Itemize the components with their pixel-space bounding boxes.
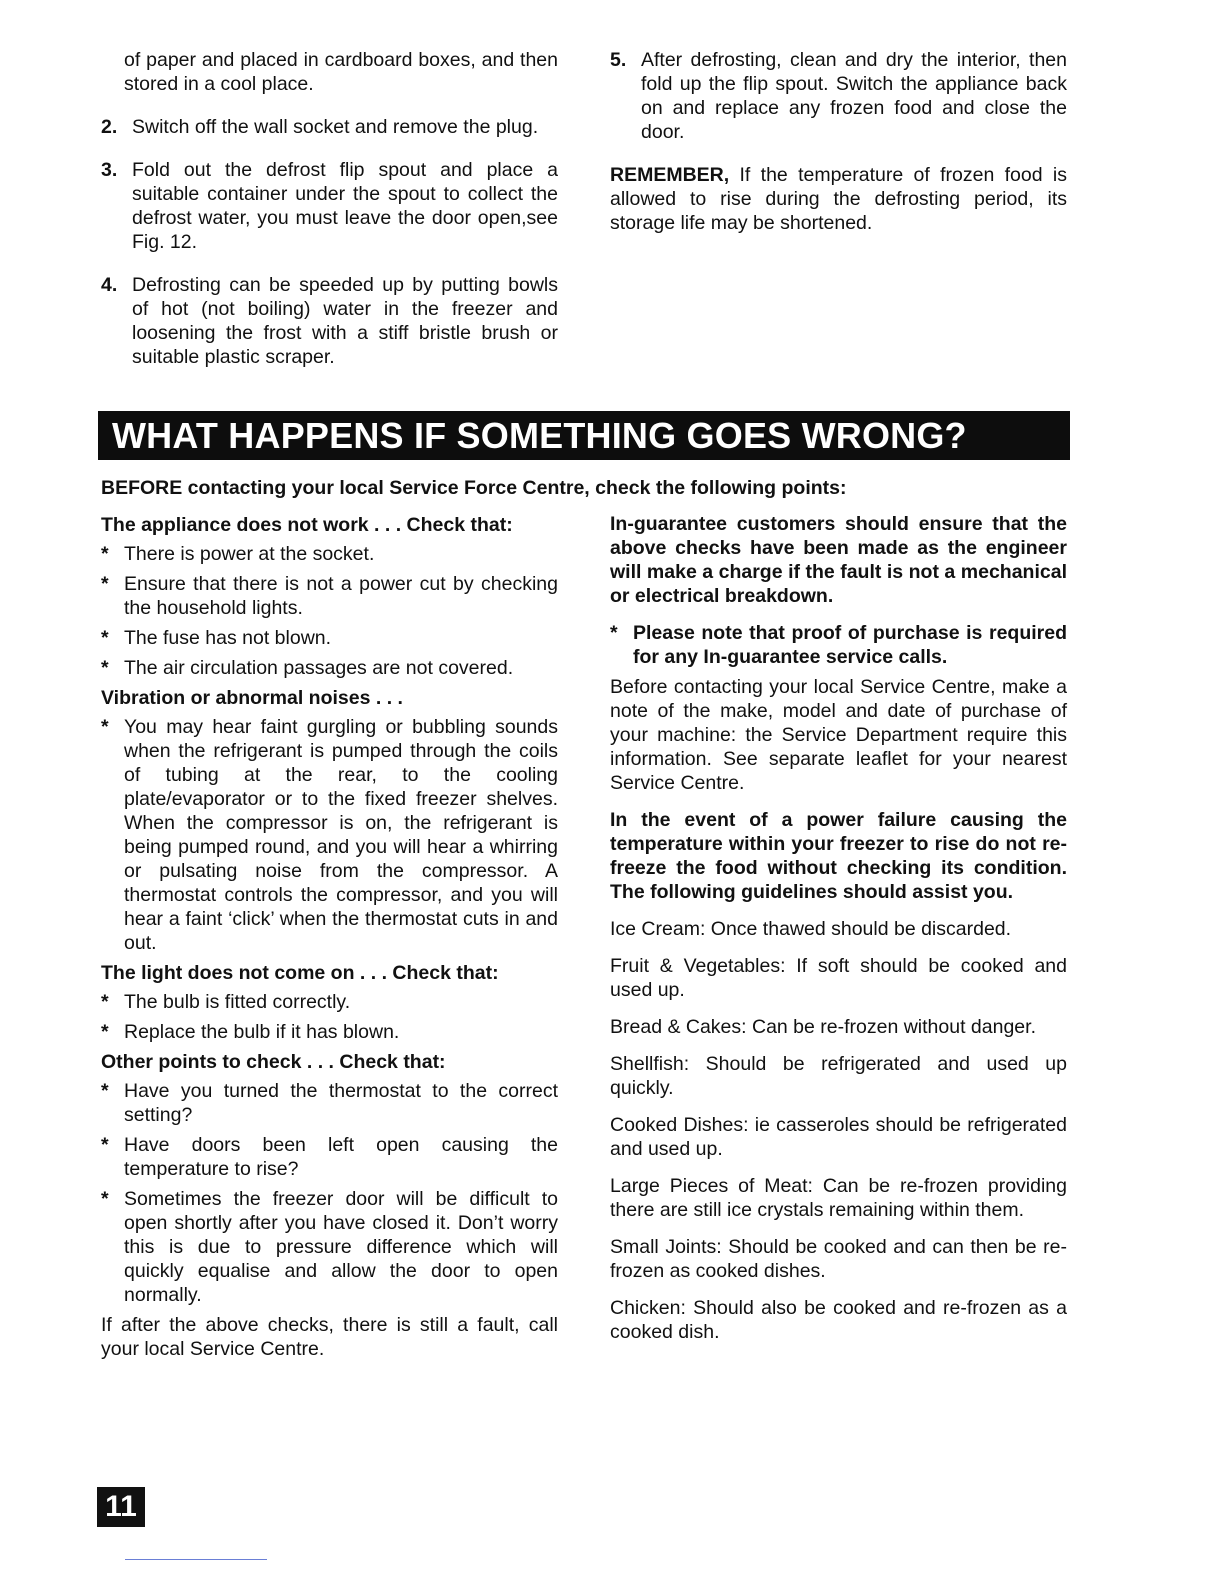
list-item: * Please note that proof of purchase is required for any In-guarantee service calls. [610,622,1067,668]
subheading-not-work: The appliance does not work . . . Check that: [101,514,513,536]
step-text: Fold out the defrost flip spout and place a suitable container under the spout to collect the defrost water, you must leave the door open,see Fig. 12. [132,159,558,253]
subheading-vibration: Vibration or abnormal noises . . . [101,687,403,709]
guideline-item: Chicken: Should also be cooked and re-frozen as a cooked dish. [610,1297,1067,1343]
list-item: * The bulb is fitted correctly. [101,991,351,1013]
step-number: 2. [101,116,118,138]
remember-label: REMEMBER, [610,164,730,186]
footer-divider [125,1559,267,1560]
intro-text: BEFORE contacting your local Service Force Centre, check the following points: [101,477,847,499]
bullet: * [101,716,109,738]
list-item: * The fuse has not blown. [101,627,332,649]
bullet: * [610,622,618,644]
step-number: 5. [610,49,627,71]
step-4 [101,273,558,369]
bullet: * [101,1021,109,1043]
list-item: * Have doors been left open causing the temperature to rise? [101,1134,558,1180]
bullet: * [101,1080,109,1102]
guideline-item: Bread & Cakes: Can be re-frozen without danger. [610,1016,1036,1038]
list-proof [610,621,1067,669]
bullet: * [101,543,109,565]
bullet: * [101,657,109,679]
page-number: 11 [97,1487,145,1527]
subheading-other: Other points to check . . . Check that: [101,1051,446,1073]
closing-text: If after the above checks, there is still a fault, call your local Service Centre. [101,1314,558,1360]
step-text: After defrosting, clean and dry the interior, then fold up the flip spout. Switch the appliance back on and replace any frozen food and close the door. [641,49,1067,143]
list-other [101,1079,558,1307]
bullet: * [101,627,109,649]
step-5 [610,48,1067,144]
step-number: 4. [101,274,118,296]
guideline-item: Large Pieces of Meat: Can be re-frozen providing there are still ice crystals remaining within them. [610,1175,1067,1221]
guarantee-note: In-guarantee customers should ensure that the above checks have been made as the engineer will make a charge if the fault is not a mechanical or electrical breakdown. [610,513,1067,607]
list-item: * You may hear faint gurgling or bubbling sounds when the refrigerant is pumped through the coils of tubing at the rear, to the cooling plate/evaporator or to the fixed freezer shelves. When the compressor is on, the refrigerant is being pumped round, and you will hear a whirring or pulsating noise from the compressor. A thermostat controls the compressor, and you will hear a faint ‘click’ when the thermostat cuts in and out. [101,716,558,954]
list-vibration [101,715,558,955]
continuation-text: of paper and placed in cardboard boxes, and then stored in a cool place. [124,49,558,95]
bullet: * [101,1188,109,1210]
step-2 [101,115,558,139]
list-light [101,990,558,1044]
list-item: * Sometimes the freezer door will be difficult to open shortly after you have closed it. Don’t worry this is due to pressure difference which will quickly equalise and allow the door to open normally. [101,1188,558,1306]
bullet: * [101,1134,109,1156]
guideline-item: Ice Cream: Once thawed should be discarded. [610,918,1012,940]
remember-note [610,163,1067,235]
bullet: * [101,573,109,595]
top-right-column [610,48,1067,248]
bottom-right-column [610,512,1067,1357]
list-item: * The air circulation passages are not covered. [101,657,514,679]
section-heading: WHAT HAPPENS IF SOMETHING GOES WRONG? [98,411,1070,460]
guideline-item: Small Joints: Should be cooked and can then be re-frozen as cooked dishes. [610,1236,1067,1282]
step-number: 3. [101,159,118,181]
list-item: * There is power at the socket. [101,543,375,565]
list-item: * Ensure that there is not a power cut by checking the household lights. [101,573,558,619]
before-contact-text: Before contacting your local Service Centre, make a note of the make, model and date of purchase of your machine: the Service Department require this information. See separate leaflet for your nearest Service Centre. [610,676,1067,794]
list-not-work [101,542,558,680]
list-item: * Have you turned the thermostat to the correct setting? [101,1080,558,1126]
subheading-light: The light does not come on . . . Check that: [101,962,499,984]
step-3 [101,158,558,254]
guideline-item: Shellfish: Should be refrigerated and used up quickly. [610,1053,1067,1099]
power-failure-note: In the event of a power failure causing the temperature within your freezer to rise do not re-freeze the food without checking its condition. The following guidelines should assist you. [610,809,1067,903]
top-left-column [101,48,558,388]
step-text: Switch off the wall socket and remove the plug. [132,116,539,138]
list-item: * Replace the bulb if it has blown. [101,1021,400,1043]
step-text: Defrosting can be speeded up by putting bowls of hot (not boiling) water in the freezer and loosening the frost with a stiff bristle brush or suitable plastic scraper. [132,274,558,368]
bullet: * [101,991,109,1013]
guideline-item: Cooked Dishes: ie casseroles should be refrigerated and used up. [610,1114,1067,1160]
remember-text: If the temperature of frozen food is allowed to rise during the defrosting period, its storage life may be shortened. [610,164,1067,234]
guideline-item: Fruit & Vegetables: If soft should be cooked and used up. [610,955,1067,1001]
